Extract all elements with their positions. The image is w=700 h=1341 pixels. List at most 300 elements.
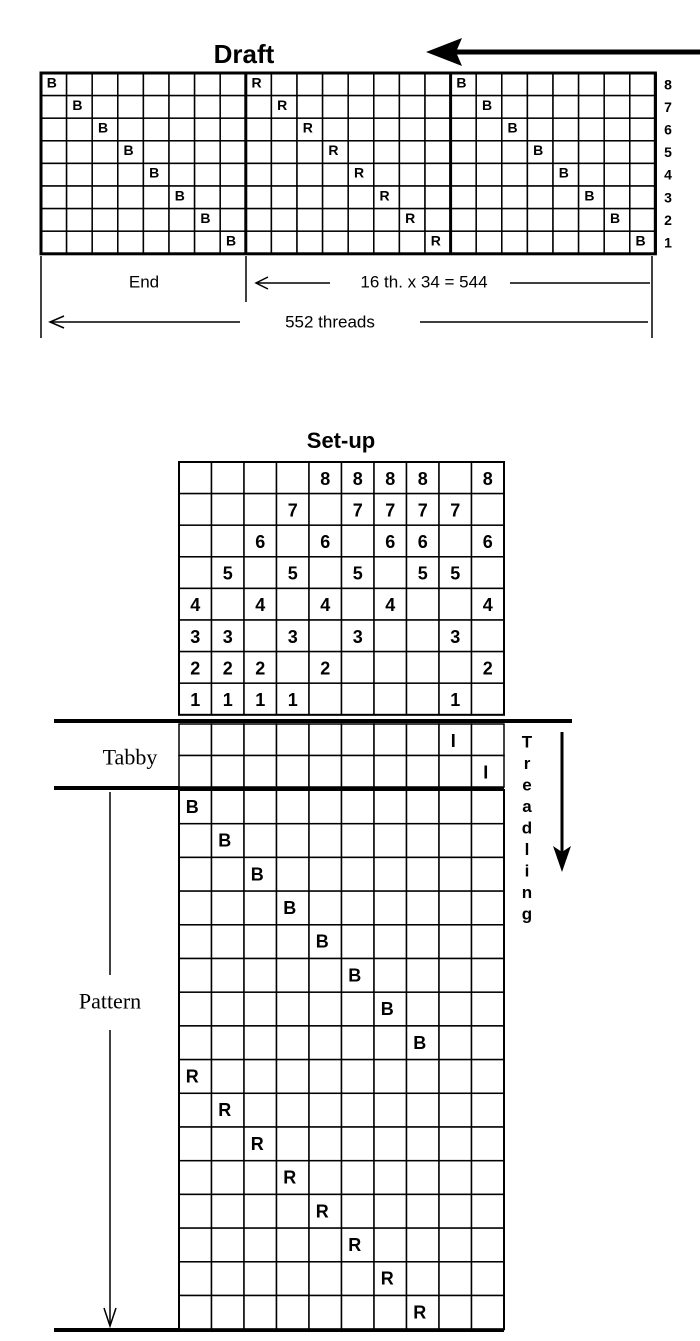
pattern-cell xyxy=(472,992,505,1026)
draft-cell xyxy=(502,231,528,254)
pattern-cell xyxy=(244,992,277,1026)
draft-cell xyxy=(630,96,656,119)
draft-cell xyxy=(323,209,349,232)
pattern-cell xyxy=(342,1127,375,1161)
tie-up-cell xyxy=(472,494,505,526)
draft-cell xyxy=(451,186,477,209)
pattern-cell xyxy=(439,1026,472,1060)
draft-cell xyxy=(323,96,349,119)
draft-threading-grid xyxy=(41,73,655,254)
pattern-cell xyxy=(277,959,310,993)
pattern-cell xyxy=(342,790,375,824)
tie-up-mark: 3 xyxy=(287,626,298,647)
draft-cell xyxy=(220,96,246,119)
pattern-cell xyxy=(212,1296,245,1330)
draft-cell xyxy=(374,96,400,119)
pattern-cell xyxy=(277,1262,310,1296)
tie-up-mark: 2 xyxy=(222,658,233,679)
tabby-cell xyxy=(179,756,212,788)
pattern-cell xyxy=(342,1194,375,1228)
draft-cell xyxy=(246,186,272,209)
tabby-cell xyxy=(277,724,310,756)
draft-cell xyxy=(451,163,477,186)
draft-mark: B xyxy=(123,142,134,159)
pattern-cell xyxy=(277,1060,310,1094)
draft-cell xyxy=(246,163,272,186)
tabby-treadling-grid xyxy=(179,724,504,787)
tie-up-mark: 5 xyxy=(287,563,298,584)
pattern-cell xyxy=(439,925,472,959)
pattern-cell xyxy=(179,824,212,858)
pattern-cell xyxy=(212,1127,245,1161)
pattern-cell xyxy=(374,1194,407,1228)
pattern-mark: B xyxy=(185,796,199,817)
draft-cell xyxy=(630,209,656,232)
draft-cell xyxy=(323,118,349,141)
pattern-cell xyxy=(439,1127,472,1161)
pattern-cell xyxy=(277,1026,310,1060)
tie-up-mark: 1 xyxy=(255,690,266,710)
pattern-mark: R xyxy=(380,1268,394,1289)
pattern-cell xyxy=(179,857,212,891)
draft-cell xyxy=(476,163,502,186)
pattern-cell xyxy=(244,959,277,993)
draft-cell xyxy=(374,231,400,254)
draft-cell xyxy=(297,209,323,232)
draft-cell xyxy=(374,73,400,96)
pattern-cell xyxy=(309,1228,342,1262)
tie-up-mark: 5 xyxy=(450,563,461,584)
draft-cell xyxy=(118,163,144,186)
pattern-cell xyxy=(179,1127,212,1161)
draft-mark: B xyxy=(533,142,544,159)
draft-cell xyxy=(195,163,221,186)
draft-mark: B xyxy=(46,74,57,91)
pattern-cell xyxy=(277,790,310,824)
tie-up-mark: 2 xyxy=(320,658,331,679)
draft-mark: B xyxy=(635,232,646,249)
draft-cell xyxy=(195,96,221,119)
draft-cell xyxy=(425,118,451,141)
pattern-cell xyxy=(244,1194,277,1228)
tie-up-mark: 3 xyxy=(222,626,233,647)
draft-cell xyxy=(476,73,502,96)
draft-cell xyxy=(143,96,169,119)
pattern-cell xyxy=(439,1194,472,1228)
draft-mark: B xyxy=(149,164,160,181)
draft-cell xyxy=(399,141,425,164)
draft-cell xyxy=(451,209,477,232)
tie-up-mark: 7 xyxy=(287,500,298,521)
draft-cell xyxy=(374,209,400,232)
pattern-cell xyxy=(374,891,407,925)
tabby-cell xyxy=(439,756,472,788)
draft-cell xyxy=(169,231,195,254)
draft-cell xyxy=(348,118,374,141)
draft-cell xyxy=(527,186,553,209)
pattern-cell xyxy=(309,891,342,925)
draft-cell xyxy=(579,73,605,96)
tabby-cell xyxy=(374,724,407,756)
pattern-cell xyxy=(374,790,407,824)
pattern-cell xyxy=(277,1228,310,1262)
pattern-cell xyxy=(244,1093,277,1127)
pattern-cell xyxy=(179,1093,212,1127)
pattern-cell xyxy=(244,1228,277,1262)
draft-cell xyxy=(195,141,221,164)
draft-cell xyxy=(374,118,400,141)
tie-up-mark: 6 xyxy=(320,532,331,552)
draft-mark: R xyxy=(405,209,416,226)
total-label: 552 threads xyxy=(285,312,375,332)
tabby-cell xyxy=(277,756,310,788)
pattern-cell xyxy=(342,992,375,1026)
tie-up-cell xyxy=(244,620,277,652)
draft-cell xyxy=(220,209,246,232)
pattern-cell xyxy=(277,1296,310,1330)
tie-up-cell xyxy=(309,557,342,589)
draft-cell xyxy=(118,186,144,209)
tie-up-mark: 1 xyxy=(222,690,233,710)
shaft-number: 6 xyxy=(664,121,672,138)
pattern-mark: B xyxy=(348,965,362,986)
draft-cell xyxy=(425,73,451,96)
tie-up-mark: 4 xyxy=(190,595,201,616)
pattern-cell xyxy=(374,1060,407,1094)
draft-cell xyxy=(604,163,630,186)
draft-cell xyxy=(143,73,169,96)
tie-up-mark: 6 xyxy=(482,532,493,552)
tie-up-mark: 1 xyxy=(450,690,461,710)
draft-cell xyxy=(220,163,246,186)
pattern-cell xyxy=(309,959,342,993)
pattern-cell xyxy=(407,959,440,993)
pattern-cell xyxy=(374,1093,407,1127)
pattern-cell xyxy=(212,1228,245,1262)
draft-cell xyxy=(67,209,93,232)
draft-cell xyxy=(169,73,195,96)
draft-cell xyxy=(348,231,374,254)
pattern-cell xyxy=(212,959,245,993)
tabby-cell xyxy=(244,724,277,756)
tie-up-cell xyxy=(277,462,310,494)
draft-cell xyxy=(92,141,118,164)
draft-cell xyxy=(169,209,195,232)
tie-up-cell xyxy=(472,557,505,589)
pattern-cell xyxy=(407,1127,440,1161)
tie-up-cell xyxy=(374,683,407,715)
tie-up-mark: 5 xyxy=(417,563,428,584)
draft-cell xyxy=(425,141,451,164)
draft-cell xyxy=(271,231,297,254)
pattern-cell xyxy=(407,1228,440,1262)
pattern-cell xyxy=(374,1127,407,1161)
tie-up-mark: 1 xyxy=(190,690,201,710)
pattern-cell xyxy=(407,824,440,858)
pattern-mark: R xyxy=(250,1133,264,1154)
pattern-cell xyxy=(244,1262,277,1296)
draft-cell xyxy=(476,231,502,254)
tabby-cell xyxy=(244,756,277,788)
draft-cell xyxy=(348,141,374,164)
draft-cell xyxy=(476,209,502,232)
pattern-cell xyxy=(244,891,277,925)
pattern-label: Pattern xyxy=(78,988,142,1014)
pattern-cell xyxy=(212,925,245,959)
draft-mark: B xyxy=(225,232,237,249)
draft-cell xyxy=(579,118,605,141)
draft-mark: B xyxy=(456,74,467,91)
pattern-cell xyxy=(309,1093,342,1127)
draft-cell xyxy=(246,231,272,254)
pattern-cell xyxy=(472,1161,505,1195)
pattern-cell xyxy=(179,1296,212,1330)
tie-up-cell xyxy=(374,557,407,589)
draft-cell xyxy=(476,118,502,141)
tie-up-cell xyxy=(342,683,375,715)
tie-up-mark: 3 xyxy=(450,626,461,647)
tie-up-cell xyxy=(342,652,375,684)
pattern-mark: B xyxy=(218,830,232,851)
draft-cell xyxy=(41,141,67,164)
draft-cell xyxy=(604,186,630,209)
draft-cell xyxy=(220,118,246,141)
draft-cell xyxy=(246,118,272,141)
tie-up-cell xyxy=(244,462,277,494)
pattern-cell xyxy=(374,857,407,891)
draft-cell xyxy=(579,231,605,254)
draft-cell xyxy=(271,141,297,164)
tie-up-cell xyxy=(407,652,440,684)
draft-cell xyxy=(118,209,144,232)
draft-cell xyxy=(476,141,502,164)
pattern-cell xyxy=(439,1262,472,1296)
pattern-cell xyxy=(244,1060,277,1094)
draft-cell xyxy=(271,73,297,96)
draft-cell xyxy=(374,141,400,164)
pattern-cell xyxy=(439,891,472,925)
draft-cell xyxy=(476,186,502,209)
pattern-cell xyxy=(212,1262,245,1296)
tabby-mark: I xyxy=(450,730,456,751)
draft-cell xyxy=(630,73,656,96)
pattern-cell xyxy=(212,1194,245,1228)
draft-cell xyxy=(220,186,246,209)
treadling-letter: n xyxy=(521,883,533,902)
tie-up-mark: 6 xyxy=(385,532,396,552)
draft-cell xyxy=(527,163,553,186)
pattern-mark: B xyxy=(380,999,394,1020)
pattern-cell xyxy=(342,1060,375,1094)
pattern-cell xyxy=(309,1127,342,1161)
tie-up-mark: 7 xyxy=(450,500,461,521)
tabby-cell xyxy=(309,756,342,788)
draft-cell xyxy=(195,186,221,209)
draft-cell xyxy=(92,231,118,254)
tabby-cell xyxy=(407,756,440,788)
tie-up-cell xyxy=(244,494,277,526)
draft-cell xyxy=(604,96,630,119)
tie-up-cell xyxy=(309,494,342,526)
pattern-cell xyxy=(179,1228,212,1262)
draft-mark: B xyxy=(584,187,595,204)
pattern-cell xyxy=(342,1093,375,1127)
draft-cell xyxy=(220,141,246,164)
tie-up-cell xyxy=(342,588,375,620)
draft-cell xyxy=(630,141,656,164)
draft-mark: R xyxy=(353,164,365,181)
draft-mark: B xyxy=(174,187,185,204)
pattern-cell xyxy=(407,790,440,824)
draft-cell xyxy=(579,163,605,186)
tie-up-cell xyxy=(212,525,245,557)
draft-cell xyxy=(502,209,528,232)
shaft-number: 7 xyxy=(664,98,672,115)
pattern-mark: R xyxy=(283,1167,297,1188)
pattern-mark: B xyxy=(315,931,329,952)
pattern-cell xyxy=(407,1194,440,1228)
tie-up-mark: 5 xyxy=(222,563,233,584)
draft-cell xyxy=(92,73,118,96)
pattern-cell xyxy=(277,857,310,891)
shaft-number: 8 xyxy=(664,76,672,93)
tie-up-mark: 4 xyxy=(320,595,331,616)
tie-up-mark: 4 xyxy=(385,595,396,616)
pattern-cell xyxy=(277,925,310,959)
draft-cell xyxy=(92,186,118,209)
draft-cell xyxy=(323,186,349,209)
tie-up-cell xyxy=(244,557,277,589)
pattern-cell xyxy=(374,959,407,993)
draft-mark: R xyxy=(277,96,288,113)
pattern-cell xyxy=(407,1262,440,1296)
shaft-number: 5 xyxy=(664,144,672,161)
shaft-number: 2 xyxy=(664,211,672,228)
pattern-cell xyxy=(472,1228,505,1262)
draft-cell xyxy=(502,73,528,96)
draft-cell xyxy=(143,209,169,232)
shaft-number: 4 xyxy=(664,166,672,183)
pattern-cell xyxy=(374,1161,407,1195)
tie-up-mark: 8 xyxy=(385,468,396,489)
draft-cell xyxy=(579,96,605,119)
draft-cell xyxy=(41,96,67,119)
pattern-cell xyxy=(244,1161,277,1195)
pattern-mark: B xyxy=(283,897,297,918)
draft-cell xyxy=(67,186,93,209)
draft-cell xyxy=(169,96,195,119)
draft-cell xyxy=(67,231,93,254)
shaft-number: 1 xyxy=(664,234,672,251)
pattern-cell xyxy=(374,1228,407,1262)
draft-cell xyxy=(323,163,349,186)
pattern-arrow xyxy=(104,792,116,1326)
tie-up-cell xyxy=(374,652,407,684)
pattern-cell xyxy=(212,1161,245,1195)
tie-up-cell xyxy=(472,620,505,652)
pattern-cell xyxy=(407,857,440,891)
draft-cell xyxy=(220,73,246,96)
pattern-cell xyxy=(309,824,342,858)
tie-up-mark: 4 xyxy=(482,595,493,616)
pattern-mark: R xyxy=(348,1234,362,1255)
draft-cell xyxy=(348,186,374,209)
tie-up-cell xyxy=(179,462,212,494)
pattern-cell xyxy=(439,824,472,858)
treadling-letter: i xyxy=(524,861,530,881)
pattern-cell xyxy=(342,1026,375,1060)
pattern-cell xyxy=(277,824,310,858)
tie-up-cell xyxy=(472,683,505,715)
pattern-cell xyxy=(374,824,407,858)
draft-cell xyxy=(399,163,425,186)
pattern-cell xyxy=(179,1262,212,1296)
pattern-cell xyxy=(309,1060,342,1094)
draft-cell xyxy=(297,186,323,209)
pattern-cell xyxy=(179,1161,212,1195)
draft-cell xyxy=(527,118,553,141)
pattern-mark: R xyxy=(315,1201,329,1222)
draft-cell xyxy=(143,118,169,141)
draft-cell xyxy=(399,231,425,254)
tie-up-cell xyxy=(212,494,245,526)
draft-cell xyxy=(502,141,528,164)
draft-cell xyxy=(271,118,297,141)
draft-mark: R xyxy=(379,187,390,204)
pattern-cell xyxy=(277,1194,310,1228)
tabby-cell xyxy=(472,724,505,756)
pattern-cell xyxy=(212,891,245,925)
draft-cell xyxy=(451,118,477,141)
draft-cell xyxy=(425,209,451,232)
draft-cell xyxy=(502,186,528,209)
draft-cell xyxy=(143,186,169,209)
pattern-cell xyxy=(472,857,505,891)
draft-mark: R xyxy=(302,119,313,136)
draft-mark: B xyxy=(481,96,493,113)
draft-cell xyxy=(323,231,349,254)
draft-cell xyxy=(67,118,93,141)
draft-mark: B xyxy=(507,119,518,136)
draft-mark: B xyxy=(97,119,109,136)
draft-cell xyxy=(399,73,425,96)
tie-up-mark: 4 xyxy=(255,595,266,616)
draft-dimensions xyxy=(41,256,652,338)
pattern-cell xyxy=(374,1026,407,1060)
draft-cell xyxy=(92,209,118,232)
pattern-cell xyxy=(212,857,245,891)
draft-cell xyxy=(553,73,579,96)
draft-cell xyxy=(297,73,323,96)
pattern-cell xyxy=(309,1262,342,1296)
draft-cell xyxy=(579,209,605,232)
draft-mark: R xyxy=(430,232,441,249)
draft-cell xyxy=(195,73,221,96)
tabby-cell xyxy=(212,724,245,756)
pattern-cell xyxy=(472,1194,505,1228)
tie-up-mark: 7 xyxy=(352,500,363,521)
draft-cell xyxy=(67,141,93,164)
pattern-cell xyxy=(342,824,375,858)
draft-cell xyxy=(399,96,425,119)
pattern-cell xyxy=(309,790,342,824)
draft-cell xyxy=(399,186,425,209)
draft-cell xyxy=(118,73,144,96)
pattern-mark: R xyxy=(185,1066,199,1087)
pattern-cell xyxy=(244,824,277,858)
draft-cell xyxy=(41,118,67,141)
draft-cell xyxy=(425,96,451,119)
